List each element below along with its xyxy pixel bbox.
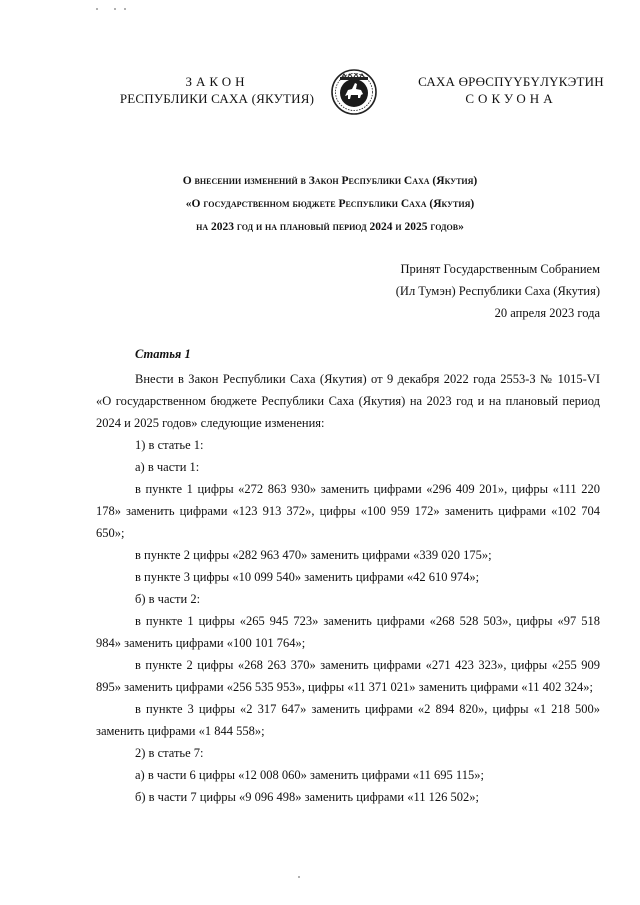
scan-speck xyxy=(96,8,98,10)
body-paragraph: в пункте 1 цифры «272 863 930» заменить цифрами «296 409 201», цифры «111 220 178» заменить цифрами «123 913 372», цифры «100 959 172» заменить цифрами «102 704 650»; xyxy=(96,482,600,540)
body-paragraph: в пункте 2 цифры «268 263 370» заменить цифрами «271 423 323», цифры «255 909 895» заменить цифрами «256 535 953», цифры «11 371 021» заменить цифрами «11 402 324»; xyxy=(96,658,600,694)
body-paragraph: в пункте 3 цифры «10 099 540» заменить цифрами «42 610 974»; xyxy=(135,570,480,584)
title-line3: на 2023 год и на плановый период 2024 и 2025 годов» xyxy=(196,221,464,233)
adoption-line1: Принят Государственным Собранием xyxy=(400,262,600,276)
body-paragraph: б) в части 2: xyxy=(135,592,201,606)
header-law-yakut xyxy=(412,73,610,107)
header-left-line1: ЗАКОН xyxy=(185,74,249,89)
body-paragraph: в пункте 3 цифры «2 317 647» заменить цифрами «2 894 820», цифры «1 218 500» заменить цифрами «1 844 558»; xyxy=(96,702,600,738)
adoption-note xyxy=(300,258,600,324)
adoption-date: 20 апреля 2023 года xyxy=(494,306,600,320)
body-paragraph: в пункте 2 цифры «282 963 470» заменить цифрами «339 020 175»; xyxy=(135,548,492,562)
document-body xyxy=(96,343,600,808)
body-paragraph: в пункте 1 цифры «265 945 723» заменить цифрами «268 528 503», цифры «97 518 984» заменить цифрами «100 101 764»; xyxy=(96,614,600,650)
scan-speck xyxy=(298,876,300,878)
adoption-line2: (Ил Тумэн) Республики Саха (Якутия) xyxy=(395,284,600,298)
header-right-line1: САХА ӨРӨСПҮҮБҮЛҮКЭТИН xyxy=(418,74,604,89)
header-law-russian xyxy=(112,73,322,107)
body-paragraph: Внести в Закон Республики Саха (Якутия) от 9 декабря 2022 года 2553-З № 1015-VI «О государственном бюджете Республики Саха (Якутия) на 2023 год и на плановый период 2024 и 2025 годов» следующие изменения: xyxy=(96,372,600,430)
coat-of-arms-icon xyxy=(330,68,378,116)
body-paragraph: а) в части 6 цифры «12 008 060» заменить цифрами «11 695 115»; xyxy=(135,768,484,782)
document-title xyxy=(110,170,550,239)
body-paragraph: 2) в статье 7: xyxy=(135,746,204,760)
body-paragraph: б) в части 7 цифры «9 096 498» заменить цифрами «11 126 502»; xyxy=(135,790,479,804)
body-paragraph: 1) в статье 1: xyxy=(135,438,204,452)
scan-speck xyxy=(124,8,126,10)
header-left-line2: РЕСПУБЛИКИ САХА (ЯКУТИЯ) xyxy=(119,91,315,106)
body-paragraph: а) в части 1: xyxy=(135,460,200,474)
scan-speck xyxy=(114,8,116,10)
title-line2: «О государственном бюджете Республики Саха (Якутия) xyxy=(185,198,475,210)
article-heading: Статья 1 xyxy=(135,347,191,361)
header-right-line2: СОКУОНА xyxy=(465,91,557,106)
title-line1: О внесении изменений в Закон Республики Саха (Якутия) xyxy=(182,175,478,187)
